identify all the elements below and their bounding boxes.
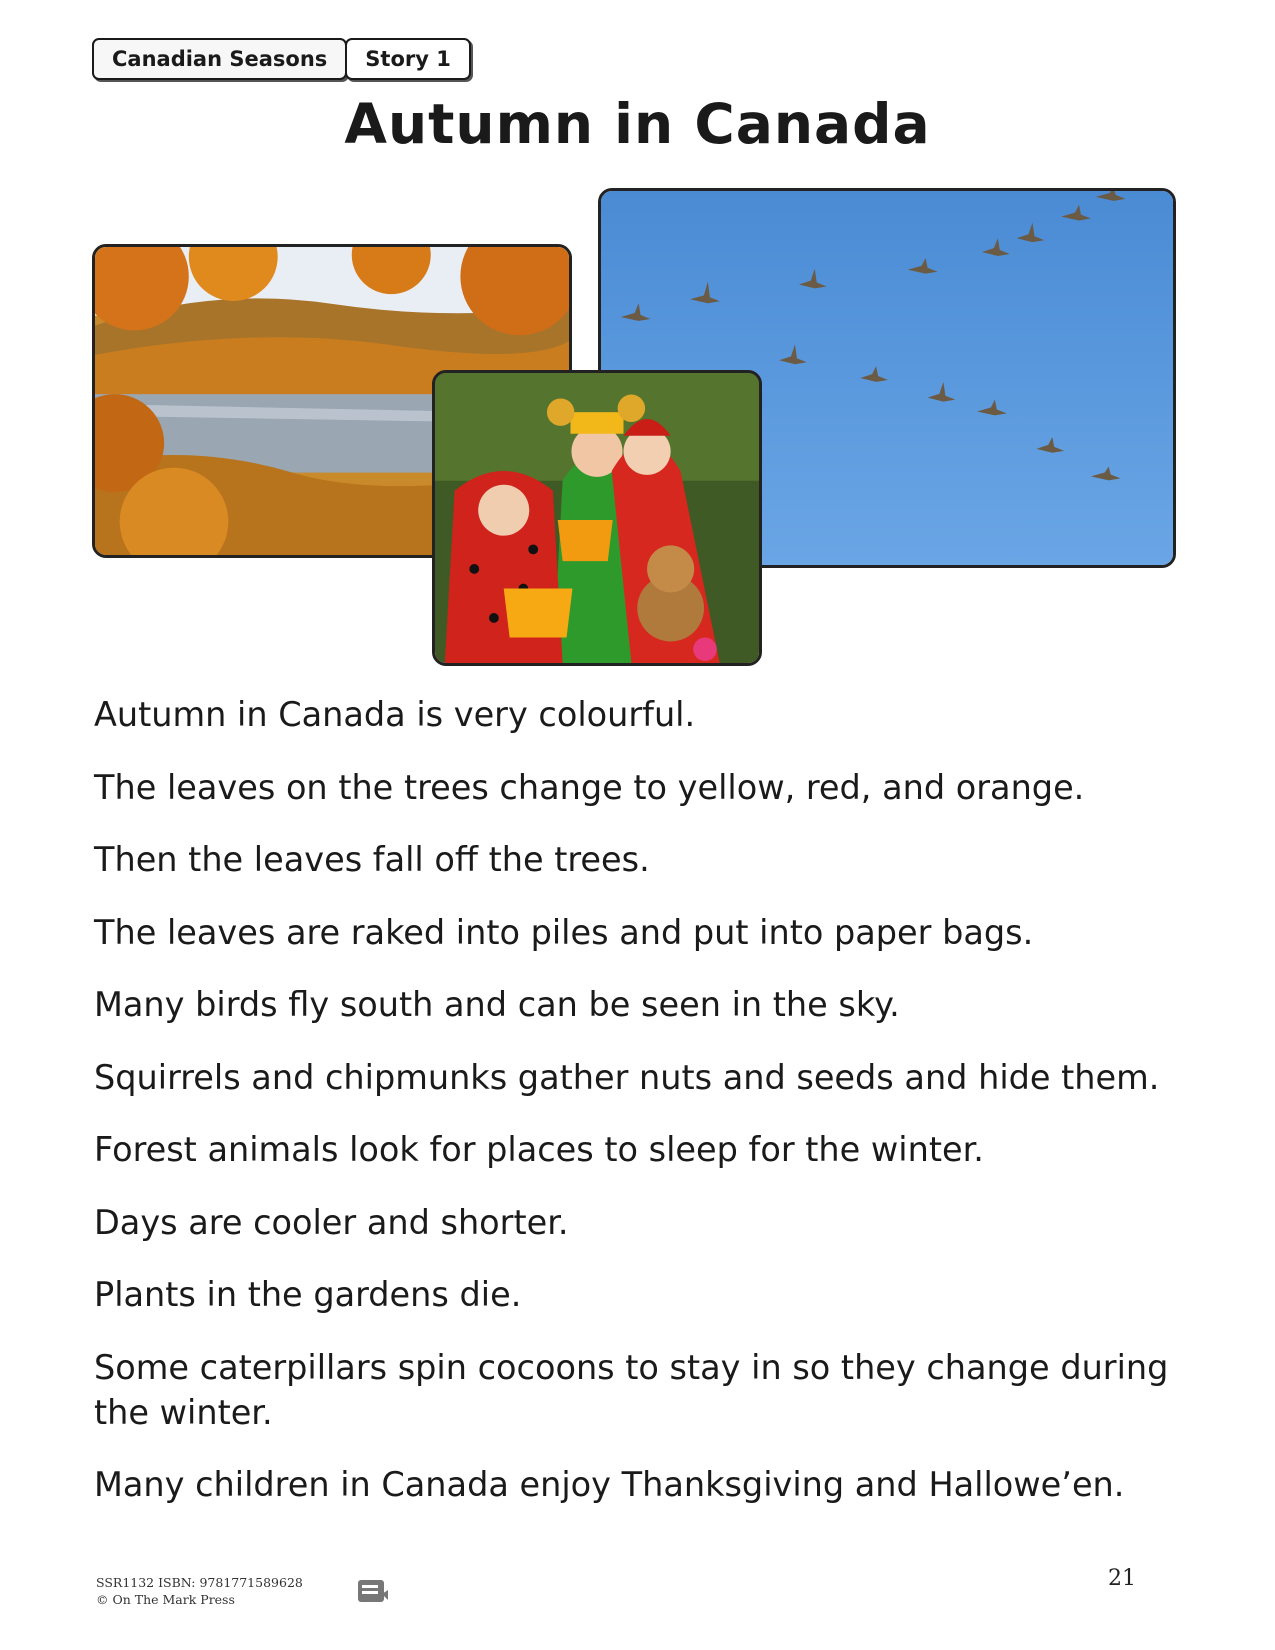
footer-info (96, 1574, 303, 1608)
story-line: Many children in Canada enjoy Thanksgiving and Hallowe’en. (94, 1465, 1125, 1504)
story-line: Some caterpillars spin cocoons to stay in so they change during the winter. (94, 1347, 1169, 1432)
page-number: 21 (1108, 1566, 1136, 1591)
story-line: Plants in the gardens die. (94, 1275, 522, 1314)
story-line: The leaves are raked into piles and put into paper bags. (94, 912, 1034, 952)
story-line: Then the leaves fall off the trees. (94, 840, 650, 879)
story-line: The leaves on the trees change to yellow, red, and orange. (94, 767, 1085, 807)
header-tabs (92, 38, 471, 80)
publisher-logo-icon (356, 1576, 390, 1606)
story-line: Autumn in Canada is very colourful. (94, 695, 696, 734)
story-line: Squirrels and chipmunks gather nuts and seeds and hide them. (94, 1057, 1160, 1097)
halloween-children-photo (432, 370, 762, 666)
story-line: Many birds fly south and can be seen in the sky. (94, 985, 900, 1024)
series-tab: Canadian Seasons (92, 38, 347, 80)
page-title: Autumn in Canada (344, 92, 931, 156)
isbn-code: SSR1132 ISBN: 9781771589628 (96, 1575, 303, 1590)
story-line: Forest animals look for places to sleep for the winter. (94, 1130, 984, 1169)
story-line: Days are cooler and shorter. (94, 1202, 569, 1242)
copyright: © On The Mark Press (96, 1592, 235, 1607)
story-text (94, 692, 1214, 1535)
story-tab: Story 1 (345, 38, 471, 80)
